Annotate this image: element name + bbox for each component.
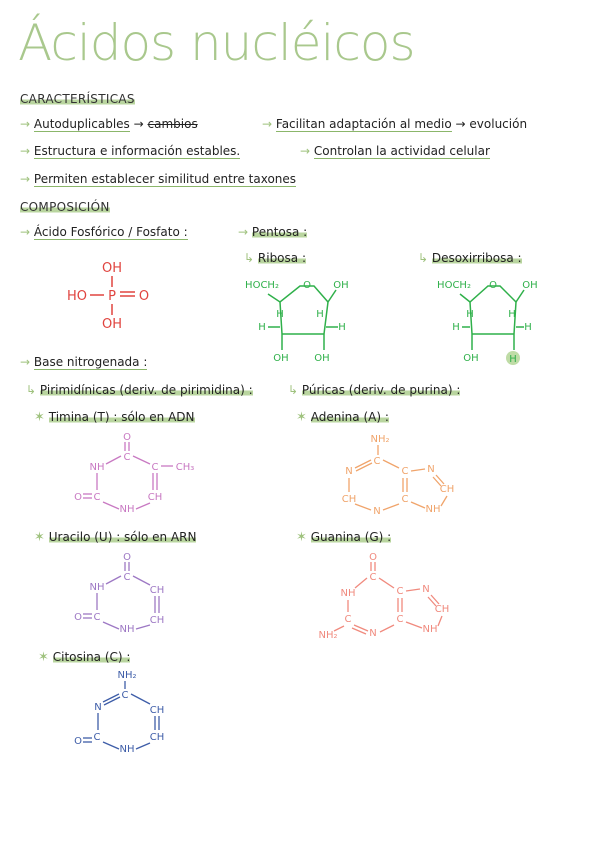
atom-label: C — [93, 492, 101, 503]
list-item — [262, 117, 527, 131]
atom-label: C — [93, 612, 101, 623]
atom-label: C — [151, 462, 159, 473]
atom-label: H — [508, 309, 516, 320]
guanina-label — [296, 530, 391, 545]
atom-label: CH — [149, 615, 165, 626]
atom-label: O — [369, 552, 377, 563]
acido-text: Ácido Fosfórico / Fosfato : — [33, 225, 188, 239]
citosina-label — [38, 650, 130, 665]
acido-label — [20, 225, 188, 239]
atom-label: CH₃ — [175, 462, 195, 473]
star-icon: ✶ — [38, 650, 49, 665]
atom-label: N — [345, 466, 353, 477]
adenina-text: Adenina (A) : — [310, 410, 389, 424]
guanina-structure — [318, 548, 458, 643]
atom-label: O — [489, 280, 497, 291]
list-item — [20, 117, 198, 131]
atom-label: C — [396, 586, 404, 597]
star-icon: ✶ — [34, 530, 45, 545]
ribose-structure — [244, 272, 359, 367]
item-text: evolución — [469, 117, 528, 131]
atom-label: CH — [147, 492, 163, 503]
star-icon: ✶ — [34, 410, 45, 425]
atom-label: CH — [439, 484, 455, 495]
pentosa-text: Pentosa : — [251, 225, 308, 239]
arrow-icon: → — [455, 117, 466, 131]
citosina-text: Citosina (C) : — [52, 650, 131, 664]
atom-label: N — [427, 464, 435, 475]
adenina-label — [296, 410, 389, 425]
arrow-icon: → — [20, 144, 31, 158]
atom-label: NH — [89, 582, 105, 593]
uracilo-text: Uracilo (U) : sólo en ARN — [48, 530, 197, 544]
timina-structure — [70, 428, 210, 518]
atom-label: C — [93, 732, 101, 743]
atom-label: OH — [463, 353, 479, 364]
arrow-icon: → — [262, 117, 273, 131]
atom-label: H — [452, 322, 460, 333]
corner-arrow-icon: ↳ — [418, 251, 429, 265]
section-heading-caracteristicas: CARACTERÍSTICAS — [20, 92, 135, 106]
arrow-icon: → — [300, 144, 311, 158]
atom-label: HO — [66, 289, 88, 304]
corner-arrow-icon: ↳ — [288, 383, 299, 397]
atom-label: C — [373, 456, 381, 467]
atom-label: O — [74, 492, 82, 503]
arrow-icon: → — [238, 225, 249, 239]
atom-label: NH — [89, 462, 105, 473]
atom-label: OH — [101, 317, 123, 332]
atom-label: OH — [101, 261, 123, 276]
atom-label: H — [466, 309, 474, 320]
ribosa-label — [244, 251, 306, 265]
desoxirribosa-text: Desoxirribosa : — [431, 251, 522, 265]
atom-label: NH — [422, 624, 438, 635]
atom-label: C — [121, 690, 129, 701]
puricas-text: Púricas (deriv. de purina) : — [301, 383, 461, 397]
atom-label: CH — [149, 732, 165, 743]
item-text: Permiten establecer similitud entre taxones — [33, 172, 297, 186]
arrow-icon: → — [20, 355, 31, 369]
pirimidinicas-label — [26, 383, 253, 397]
star-icon: ✶ — [296, 530, 307, 545]
atom-label: H — [524, 322, 532, 333]
uracilo-label — [34, 530, 196, 545]
base-label — [20, 355, 147, 369]
citosina-structure — [70, 668, 180, 758]
list-item — [300, 144, 490, 158]
atom-label: C — [401, 466, 409, 477]
uracilo-structure — [70, 548, 180, 638]
atom-label: CH — [341, 494, 357, 505]
list-item — [20, 172, 296, 186]
atom-label: HOCH₂ — [437, 280, 471, 291]
item-text: Estructura e información estables. — [33, 144, 241, 158]
atom-label: N — [373, 506, 381, 517]
atom-label: C — [123, 572, 131, 583]
puricas-label — [288, 383, 460, 397]
pentosa-label — [238, 225, 307, 239]
timina-text: Timina (T) : sólo en ADN — [48, 410, 195, 424]
atom-label: NH₂ — [117, 670, 137, 681]
item-text: cambios — [147, 117, 198, 131]
atom-label: OH — [333, 280, 349, 291]
atom-label: CH — [149, 585, 165, 596]
item-text: Autoduplicables — [33, 117, 130, 131]
item-text: Facilitan adaptación al medio — [275, 117, 452, 131]
atom-label: C — [123, 452, 131, 463]
atom-label: HOCH₂ — [245, 280, 279, 291]
atom-label: NH — [119, 504, 135, 515]
corner-arrow-icon: ↳ — [26, 383, 37, 397]
atom-label: O — [303, 280, 311, 291]
atom-label: C — [396, 614, 404, 625]
atom-label: NH — [119, 744, 135, 755]
list-item — [20, 144, 240, 158]
atom-label: O — [123, 552, 131, 563]
adenina-structure — [335, 428, 465, 523]
atom-label: OH — [314, 353, 330, 364]
atom-label: C — [369, 572, 377, 583]
arrow-icon: → — [20, 117, 31, 131]
arrow-icon: → — [133, 117, 144, 131]
section-heading-composicion: COMPOSICIÓN — [20, 200, 110, 214]
atom-label: OH — [522, 280, 538, 291]
star-icon: ✶ — [296, 410, 307, 425]
atom-label: O — [138, 289, 150, 304]
desoxirribosa-label — [418, 251, 522, 265]
atom-label: H — [509, 354, 517, 365]
atom-label: N — [369, 628, 377, 639]
arrow-icon: → — [20, 172, 31, 186]
atom-label: NH₂ — [318, 630, 338, 641]
guanina-text: Guanina (G) : — [310, 530, 392, 544]
deoxyribose-structure — [436, 272, 551, 372]
atom-label: C — [344, 614, 352, 625]
timina-label — [34, 410, 195, 425]
atom-label: N — [94, 702, 102, 713]
atom-label: NH — [119, 624, 135, 635]
atom-label: H — [338, 322, 346, 333]
atom-label: O — [74, 612, 82, 623]
item-text: Controlan la actividad celular — [313, 144, 490, 158]
pirimidinicas-text: Pirimidínicas (deriv. de pirimidina) : — [39, 383, 253, 397]
atom-label: NH₂ — [370, 434, 390, 445]
atom-label: CH — [149, 705, 165, 716]
atom-label: NH — [340, 588, 356, 599]
page-title: Ácidos nucléicos — [18, 14, 415, 72]
atom-label: P — [108, 289, 116, 304]
atom-label: H — [316, 309, 324, 320]
arrow-icon: → — [20, 225, 31, 239]
corner-arrow-icon: ↳ — [244, 251, 255, 265]
atom-label: C — [401, 494, 409, 505]
atom-label: CH — [434, 604, 450, 615]
base-text: Base nitrogenada : — [33, 355, 148, 369]
atom-label: O — [74, 736, 82, 747]
phosphate-structure — [60, 258, 160, 338]
atom-label: H — [276, 309, 284, 320]
atom-label: NH — [425, 504, 441, 515]
atom-label: H — [258, 322, 266, 333]
ribosa-text: Ribosa : — [257, 251, 306, 265]
atom-label: O — [123, 432, 131, 443]
atom-label: OH — [273, 353, 289, 364]
atom-label: N — [422, 584, 430, 595]
